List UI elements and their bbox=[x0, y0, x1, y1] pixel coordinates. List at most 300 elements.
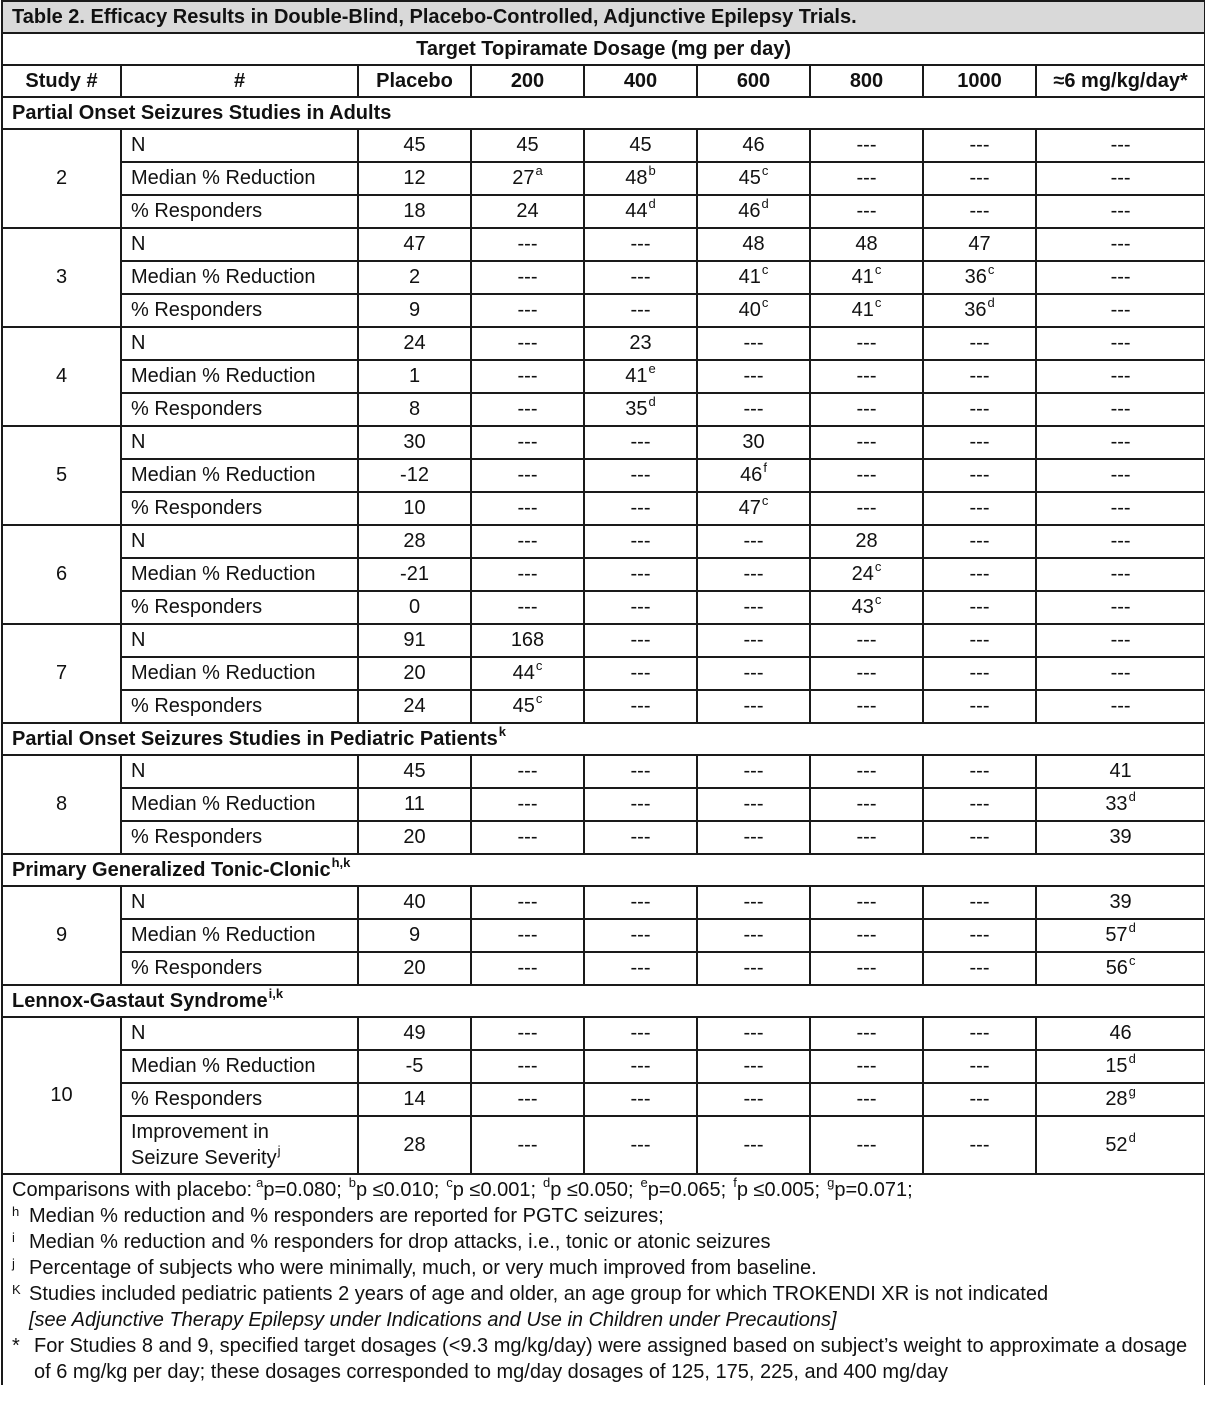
data-cell bbox=[697, 195, 810, 228]
cell-value: 24 bbox=[516, 200, 539, 222]
data-cell bbox=[471, 228, 584, 261]
data-cell bbox=[358, 228, 471, 261]
data-cell bbox=[1036, 657, 1205, 690]
measure-label bbox=[121, 1116, 358, 1174]
table-row bbox=[2, 195, 1205, 228]
data-cell bbox=[810, 327, 923, 360]
data-cell bbox=[471, 525, 584, 558]
data-cell bbox=[1036, 261, 1205, 294]
data-cell bbox=[471, 426, 584, 459]
cell-value: 48 bbox=[742, 233, 765, 255]
cell-value: 91 bbox=[403, 629, 426, 651]
cell-value: --- bbox=[969, 167, 990, 189]
data-cell bbox=[584, 525, 697, 558]
footnote-text-body: Percentage of subjects who were minimally, much, or very much improved from baseline. bbox=[29, 1257, 817, 1279]
footnotes bbox=[2, 1174, 1205, 1385]
section-heading-text: Partial Onset Seizures Studies in Pediatric Patients bbox=[12, 727, 498, 750]
footnote bbox=[12, 1203, 1200, 1229]
cell-value: 36 bbox=[964, 299, 987, 321]
cell-value: --- bbox=[743, 629, 764, 651]
measure-label bbox=[121, 228, 358, 261]
data-cell bbox=[358, 591, 471, 624]
table-row bbox=[2, 327, 1205, 360]
footnote-marker: c bbox=[874, 559, 882, 575]
cell-value: 45 bbox=[403, 760, 426, 782]
data-cell bbox=[810, 459, 923, 492]
cell-value: --- bbox=[743, 662, 764, 684]
data-cell bbox=[584, 1050, 697, 1083]
data-cell bbox=[923, 393, 1036, 426]
cell-value: --- bbox=[856, 1022, 877, 1044]
footnote-marker: d bbox=[648, 196, 656, 212]
cell-value: 18 bbox=[403, 200, 426, 222]
data-cell bbox=[1036, 492, 1205, 525]
data-cell bbox=[1036, 360, 1205, 393]
cell-value: 45 bbox=[629, 134, 652, 156]
data-cell bbox=[584, 1083, 697, 1116]
table-title-row bbox=[2, 1, 1205, 33]
footnote-marker: d bbox=[1128, 920, 1136, 936]
section-heading-text: Primary Generalized Tonic-Clonic bbox=[12, 858, 331, 881]
data-cell bbox=[584, 1116, 697, 1174]
measure-label bbox=[121, 624, 358, 657]
cell-value: 20 bbox=[403, 957, 426, 979]
data-cell bbox=[810, 1017, 923, 1050]
table-row bbox=[2, 1083, 1205, 1116]
data-cell bbox=[810, 195, 923, 228]
cell-value: --- bbox=[630, 924, 651, 946]
comparison-text: p ≤0.005; bbox=[736, 1179, 821, 1201]
data-cell bbox=[584, 657, 697, 690]
cell-value: --- bbox=[630, 629, 651, 651]
data-cell bbox=[923, 162, 1036, 195]
measure-label-text: % Responders bbox=[131, 497, 263, 519]
cell-value: --- bbox=[630, 563, 651, 585]
cell-value: 45 bbox=[738, 167, 761, 189]
cell-value: 56 bbox=[1105, 957, 1128, 979]
data-cell bbox=[358, 525, 471, 558]
measure-label bbox=[121, 393, 358, 426]
data-cell bbox=[697, 755, 810, 788]
data-cell bbox=[471, 591, 584, 624]
data-cell bbox=[810, 294, 923, 327]
measure-label-text: Median % Reduction bbox=[131, 924, 316, 946]
data-cell bbox=[584, 327, 697, 360]
data-cell bbox=[1036, 1083, 1205, 1116]
data-cell bbox=[1036, 195, 1205, 228]
column-header: 1000 bbox=[923, 65, 1036, 97]
cell-value: --- bbox=[856, 1055, 877, 1077]
data-cell bbox=[584, 919, 697, 952]
cell-value: 47 bbox=[738, 497, 761, 519]
table-row bbox=[2, 459, 1205, 492]
cell-value: --- bbox=[856, 167, 877, 189]
measure-label bbox=[121, 558, 358, 591]
cell-value: 20 bbox=[403, 826, 426, 848]
data-cell bbox=[810, 788, 923, 821]
cell-value: 43 bbox=[851, 596, 874, 618]
data-cell bbox=[358, 327, 471, 360]
comparison-text: p ≤0.010; bbox=[356, 1179, 440, 1201]
footnote-marker: c bbox=[874, 592, 882, 608]
measure-label-text: % Responders bbox=[131, 695, 263, 717]
cell-value: --- bbox=[630, 957, 651, 979]
data-cell bbox=[584, 492, 697, 525]
cell-value: --- bbox=[517, 365, 538, 387]
cell-value: --- bbox=[969, 563, 990, 585]
data-cell bbox=[923, 261, 1036, 294]
section-heading bbox=[2, 97, 1205, 129]
measure-label-line: Seizure Severity bbox=[131, 1147, 277, 1169]
cell-value: 41 bbox=[738, 266, 761, 288]
cell-value: --- bbox=[969, 957, 990, 979]
cell-value: --- bbox=[630, 793, 651, 815]
cell-value: --- bbox=[1110, 365, 1131, 387]
data-cell bbox=[697, 591, 810, 624]
cell-value: --- bbox=[517, 233, 538, 255]
cell-value: --- bbox=[517, 398, 538, 420]
table-row bbox=[2, 261, 1205, 294]
footnote-marker: d bbox=[1128, 789, 1136, 805]
table-row bbox=[2, 360, 1205, 393]
cell-value: --- bbox=[743, 826, 764, 848]
data-cell bbox=[810, 162, 923, 195]
data-cell bbox=[810, 1083, 923, 1116]
data-cell bbox=[584, 129, 697, 162]
measure-label bbox=[121, 459, 358, 492]
cell-value: --- bbox=[630, 431, 651, 453]
comparison-item bbox=[445, 1175, 537, 1201]
cell-value: --- bbox=[856, 1088, 877, 1110]
footnote-marker: a bbox=[256, 1175, 264, 1191]
table-row bbox=[2, 952, 1205, 985]
data-cell bbox=[471, 1083, 584, 1116]
data-cell bbox=[471, 162, 584, 195]
data-cell bbox=[584, 261, 697, 294]
footnote-marker: K bbox=[12, 1282, 21, 1297]
data-cell bbox=[471, 886, 584, 919]
data-cell bbox=[584, 393, 697, 426]
cell-value: 47 bbox=[968, 233, 991, 255]
comparison-text: p=0.080; bbox=[263, 1179, 342, 1201]
measure-label-text: N bbox=[131, 1022, 146, 1044]
cell-value: --- bbox=[743, 398, 764, 420]
comparison-item bbox=[826, 1175, 913, 1201]
cell-value: --- bbox=[630, 596, 651, 618]
cell-value: 57 bbox=[1105, 924, 1128, 946]
footnote-marker: e bbox=[640, 1175, 648, 1191]
cell-value: 20 bbox=[403, 662, 426, 684]
column-header: 600 bbox=[697, 65, 810, 97]
measure-label bbox=[121, 1050, 358, 1083]
data-cell bbox=[471, 1017, 584, 1050]
data-cell bbox=[358, 788, 471, 821]
data-cell bbox=[697, 426, 810, 459]
cell-value: --- bbox=[517, 1055, 538, 1077]
cell-value: --- bbox=[630, 826, 651, 848]
cell-value: --- bbox=[743, 1055, 764, 1077]
data-cell bbox=[697, 360, 810, 393]
cell-value: --- bbox=[630, 1088, 651, 1110]
cell-value: --- bbox=[969, 398, 990, 420]
cell-value: --- bbox=[1110, 266, 1131, 288]
footnote-marker: * bbox=[12, 1335, 20, 1357]
data-cell bbox=[697, 459, 810, 492]
cell-value: --- bbox=[743, 563, 764, 585]
cell-value: 40 bbox=[738, 299, 761, 321]
cell-value: --- bbox=[743, 760, 764, 782]
data-cell bbox=[584, 195, 697, 228]
data-cell bbox=[923, 1116, 1036, 1174]
footnote-marker: d bbox=[543, 1175, 551, 1191]
table-row bbox=[2, 162, 1205, 195]
cell-value: --- bbox=[969, 464, 990, 486]
footnote-text bbox=[34, 1333, 1200, 1385]
cell-value: --- bbox=[743, 957, 764, 979]
cell-value: --- bbox=[856, 464, 877, 486]
data-cell bbox=[923, 690, 1036, 723]
cell-value: -21 bbox=[400, 563, 429, 585]
data-cell bbox=[471, 327, 584, 360]
cell-value: --- bbox=[517, 299, 538, 321]
measure-label bbox=[121, 755, 358, 788]
cell-value: 41 bbox=[625, 365, 648, 387]
measure-label bbox=[121, 788, 358, 821]
data-cell bbox=[697, 261, 810, 294]
data-cell bbox=[471, 129, 584, 162]
section-header-row bbox=[2, 723, 1205, 755]
cell-value: --- bbox=[969, 891, 990, 913]
footnote-marker: b bbox=[648, 163, 656, 179]
data-cell bbox=[1036, 525, 1205, 558]
cell-value: 45 bbox=[403, 134, 426, 156]
data-cell bbox=[471, 1050, 584, 1083]
cell-value: --- bbox=[969, 332, 990, 354]
data-cell bbox=[584, 690, 697, 723]
measure-label bbox=[121, 525, 358, 558]
cell-value: 48 bbox=[855, 233, 878, 255]
cell-value: 41 bbox=[851, 266, 874, 288]
cell-value: --- bbox=[1110, 398, 1131, 420]
data-cell bbox=[358, 558, 471, 591]
table-row bbox=[2, 129, 1205, 162]
cell-value: --- bbox=[969, 629, 990, 651]
footnote-marker: h bbox=[12, 1204, 20, 1219]
section-heading bbox=[2, 854, 1205, 886]
footnote-marker: h,k bbox=[331, 854, 351, 870]
cell-value: 24 bbox=[851, 563, 874, 585]
data-cell bbox=[358, 393, 471, 426]
cell-value: 44 bbox=[512, 662, 535, 684]
data-cell bbox=[697, 1017, 810, 1050]
data-cell bbox=[471, 919, 584, 952]
cell-value: --- bbox=[969, 497, 990, 519]
footnote-marker: c bbox=[1128, 953, 1136, 969]
cell-value: --- bbox=[630, 464, 651, 486]
measure-label-text: Median % Reduction bbox=[131, 266, 316, 288]
section-header-row bbox=[2, 985, 1205, 1017]
footnote-text-body: Median % reduction and % responders for drop attacks, i.e., tonic or atonic seizures bbox=[29, 1231, 771, 1253]
data-cell bbox=[1036, 162, 1205, 195]
data-cell bbox=[697, 393, 810, 426]
data-cell bbox=[697, 558, 810, 591]
data-cell bbox=[810, 755, 923, 788]
data-cell bbox=[923, 327, 1036, 360]
cell-value: 10 bbox=[403, 497, 426, 519]
data-cell bbox=[923, 919, 1036, 952]
study-number: 2 bbox=[2, 129, 121, 228]
measure-label bbox=[121, 195, 358, 228]
dose-group-row bbox=[2, 33, 1205, 65]
data-cell bbox=[1036, 821, 1205, 854]
cell-value: --- bbox=[969, 1133, 990, 1156]
footnote-marker: e bbox=[648, 361, 656, 377]
measure-label-text: Median % Reduction bbox=[131, 167, 316, 189]
data-cell bbox=[923, 1083, 1036, 1116]
data-cell bbox=[1036, 1116, 1205, 1174]
measure-label-text: Median % Reduction bbox=[131, 793, 316, 815]
column-header: 400 bbox=[584, 65, 697, 97]
data-cell bbox=[584, 624, 697, 657]
cell-value: 41 bbox=[1109, 760, 1132, 782]
cell-value: --- bbox=[969, 826, 990, 848]
footnote bbox=[12, 1281, 1200, 1333]
measure-label bbox=[121, 492, 358, 525]
data-cell bbox=[1036, 952, 1205, 985]
measure-label bbox=[121, 327, 358, 360]
data-cell bbox=[471, 821, 584, 854]
data-cell bbox=[697, 886, 810, 919]
measure-label bbox=[121, 886, 358, 919]
cell-value: --- bbox=[517, 1088, 538, 1110]
measure-label-text: Median % Reduction bbox=[131, 563, 316, 585]
footnote-marker: d bbox=[648, 394, 656, 410]
cell-value: --- bbox=[969, 365, 990, 387]
data-cell bbox=[1036, 558, 1205, 591]
data-cell bbox=[358, 195, 471, 228]
data-cell bbox=[923, 1017, 1036, 1050]
column-header: # bbox=[121, 65, 358, 97]
table-row bbox=[2, 393, 1205, 426]
cell-value: --- bbox=[856, 695, 877, 717]
dose-group-header: Target Topiramate Dosage (mg per day) bbox=[2, 33, 1205, 65]
data-cell bbox=[810, 821, 923, 854]
data-cell bbox=[697, 624, 810, 657]
footnote-text bbox=[29, 1203, 1200, 1229]
cell-value: 11 bbox=[404, 793, 425, 815]
cell-value: 39 bbox=[1109, 826, 1132, 848]
cell-value: --- bbox=[517, 924, 538, 946]
cell-value: --- bbox=[743, 695, 764, 717]
cell-value: --- bbox=[517, 793, 538, 815]
efficacy-results-table bbox=[1, 0, 1205, 1385]
data-cell bbox=[810, 261, 923, 294]
measure-label-text: N bbox=[131, 134, 146, 156]
data-cell bbox=[584, 788, 697, 821]
data-cell bbox=[471, 788, 584, 821]
comparisons-line bbox=[12, 1177, 1200, 1203]
study-number: 4 bbox=[2, 327, 121, 426]
measure-label-text: Median % Reduction bbox=[131, 1055, 316, 1077]
measure-label-text: N bbox=[131, 891, 146, 913]
data-cell bbox=[923, 294, 1036, 327]
measure-label-text: Median % Reduction bbox=[131, 464, 316, 486]
cell-value: 46 bbox=[742, 134, 765, 156]
measure-label-text: Median % Reduction bbox=[131, 365, 316, 387]
data-cell bbox=[1036, 228, 1205, 261]
cell-value: --- bbox=[743, 1133, 764, 1156]
cell-value: --- bbox=[856, 497, 877, 519]
measure-label-text: N bbox=[131, 629, 146, 651]
data-cell bbox=[471, 360, 584, 393]
data-cell bbox=[358, 1083, 471, 1116]
data-cell bbox=[358, 1116, 471, 1174]
data-cell bbox=[923, 624, 1036, 657]
measure-label bbox=[121, 360, 358, 393]
measure-label-text: % Responders bbox=[131, 826, 263, 848]
cell-value: 1 bbox=[408, 365, 421, 387]
data-cell bbox=[1036, 426, 1205, 459]
cell-value: 24 bbox=[403, 695, 426, 717]
data-cell bbox=[358, 261, 471, 294]
cell-value: --- bbox=[856, 134, 877, 156]
data-cell bbox=[923, 886, 1036, 919]
data-cell bbox=[1036, 788, 1205, 821]
cell-value: --- bbox=[856, 1133, 877, 1156]
data-cell bbox=[358, 162, 471, 195]
comparison-item bbox=[732, 1175, 821, 1201]
data-cell bbox=[471, 459, 584, 492]
measure-label-text: N bbox=[131, 431, 146, 453]
data-cell bbox=[810, 525, 923, 558]
cell-value: 27 bbox=[512, 167, 535, 189]
footnote-marker: d bbox=[1128, 1129, 1136, 1145]
data-cell bbox=[358, 492, 471, 525]
cell-value: --- bbox=[517, 1022, 538, 1044]
cell-value: --- bbox=[743, 924, 764, 946]
footnote bbox=[12, 1333, 1200, 1385]
cell-value: --- bbox=[1110, 629, 1131, 651]
data-cell bbox=[697, 1050, 810, 1083]
data-cell bbox=[923, 426, 1036, 459]
footnote-marker: a bbox=[535, 163, 543, 179]
data-cell bbox=[584, 294, 697, 327]
footnote-marker: g bbox=[1128, 1084, 1136, 1100]
data-cell bbox=[584, 426, 697, 459]
cell-value: 14 bbox=[403, 1088, 426, 1110]
section-heading bbox=[2, 985, 1205, 1017]
data-cell bbox=[358, 755, 471, 788]
footnote-marker: c bbox=[874, 262, 882, 278]
footnote-marker: c bbox=[761, 163, 769, 179]
data-cell bbox=[923, 1050, 1036, 1083]
cell-value: --- bbox=[1110, 530, 1131, 552]
measure-label-text: % Responders bbox=[131, 200, 263, 222]
data-cell bbox=[1036, 886, 1205, 919]
measure-label bbox=[121, 261, 358, 294]
data-cell bbox=[697, 294, 810, 327]
cell-value: --- bbox=[517, 464, 538, 486]
footnote-marker: c bbox=[446, 1175, 453, 1191]
cell-value: --- bbox=[969, 1022, 990, 1044]
measure-label bbox=[121, 821, 358, 854]
measure-label-text: % Responders bbox=[131, 957, 263, 979]
column-header-row bbox=[2, 65, 1205, 97]
data-cell bbox=[1036, 393, 1205, 426]
footnote-text bbox=[29, 1255, 1200, 1281]
comparison-item bbox=[255, 1175, 342, 1201]
measure-label-text: N bbox=[131, 332, 146, 354]
